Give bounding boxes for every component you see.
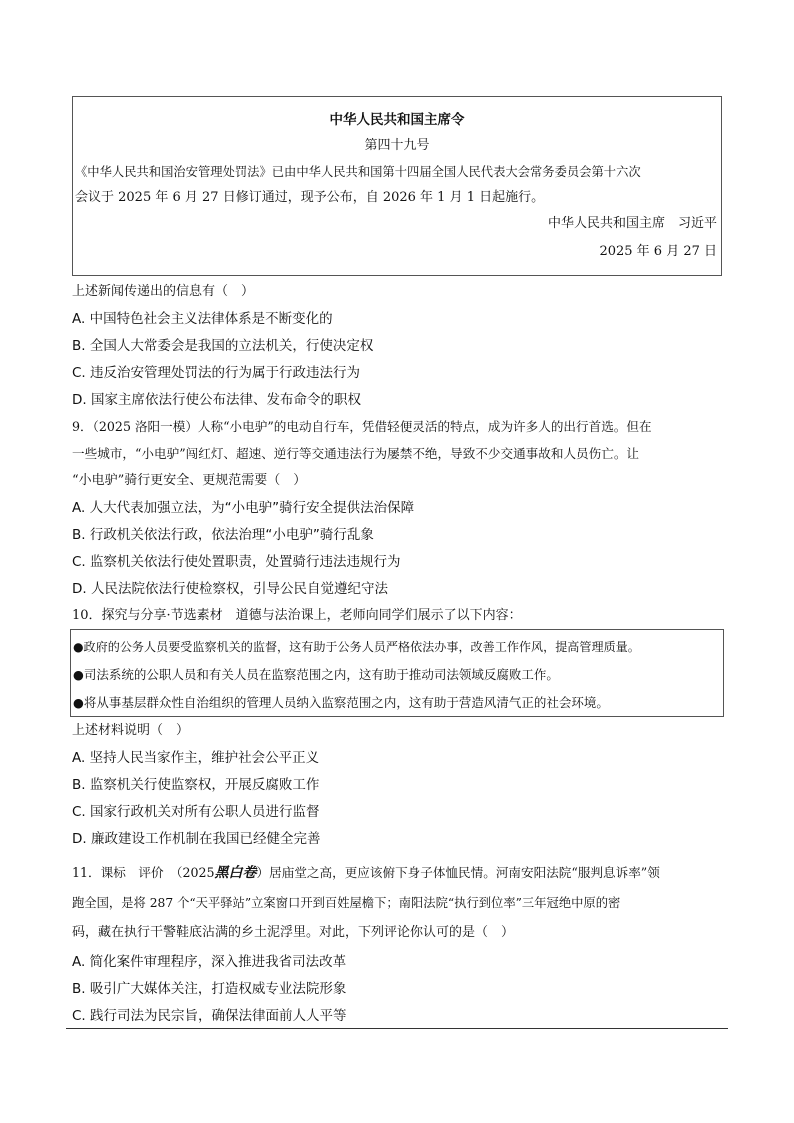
q10-bullet-1: ●政府的公务人员要受监察机关的监督，这有助于公务人员严格依法办事，改善工作作风，提高管理质量。 — [73, 640, 640, 654]
q9-line1: 9．（2025 洛阳一模）人称“小电驴”的电动自行车，凭借轻便灵活的特点，成为许多人的出行首选。但在 — [72, 419, 652, 434]
q9-option-a[interactable]: A. 人大代表加强立法，为“小电驴”骑行安全提供法治保障 — [72, 500, 415, 516]
decree-number: 第四十九号 — [364, 138, 430, 153]
q11-option-a[interactable]: A. 简化案件审理程序，深入推进我省司法改革 — [72, 954, 347, 970]
q10-bullet-2: ●司法系统的公职人员和有关人员在监察范围之内，这有助于推动司法领域反腐败工作。 — [73, 667, 559, 682]
decree-signature: 中华人民共和国主席 习近平 — [547, 216, 717, 231]
q9-option-c[interactable]: C. 监察机关依法行使处置职责，处置骑行违法违规行为 — [72, 554, 401, 570]
decree-title: 中华人民共和国主席令 — [329, 112, 465, 128]
decree-body-line1: 《中华人民共和国治安管理处罚法》已由中华人民共和国第十四届全国人民代表大会常务委员会第十六次 — [75, 165, 641, 179]
q10-option-d[interactable]: D. 廉政建设工作机制在我国已经健全完善 — [72, 831, 321, 847]
q8-option-c[interactable]: C. 违反治安管理处罚法的行为属于行政违法行为 — [72, 365, 361, 381]
decree-body-line2: 会议于 2025 年 6 月 27 日修订通过，现予公布，自 2026 年 1 月 1 日起施行。 — [75, 190, 545, 205]
decree-box — [72, 96, 722, 276]
q9-option-b[interactable]: B. 行政机关依法行政，依法治理“小电驴”骑行乱象 — [72, 527, 374, 543]
decree-date: 2025 年 6 月 27 日 — [599, 244, 717, 259]
q11-line1 — [72, 864, 660, 882]
q10-bullet-3: ●将从事基层群众性自治组织的管理人员纳入监察范围之内，这有助于营造风清气正的社会环境。 — [73, 695, 609, 710]
q11-prefix: 11．课标 评价 （2025 — [72, 865, 215, 880]
q11-option-b[interactable]: B. 吸引广大媒体关注，打造权威专业法院形象 — [72, 981, 347, 997]
q9-option-d[interactable]: D. 人民法院依法行使检察权，引导公民自觉遵纪守法 — [72, 581, 388, 597]
q11-brand-logo: 黑白卷 — [214, 865, 257, 881]
q10-line1: 10．探究与分享·节选素材 道德与法治课上，老师向同学们展示了以下内容： — [72, 608, 522, 623]
q9-line2: 一些城市，“小电驴”闯红灯、超速、逆行等交通违法行为屡禁不绝，导致不少交通事故和人员伤亡。让 — [72, 446, 640, 461]
q9-line3: “小电驴”骑行更安全、更规范需要（ ） — [72, 473, 307, 488]
q8-prompt: 上述新闻传递出的信息有（ ） — [72, 284, 255, 299]
q8-option-b[interactable]: B. 全国人大常委会是我国的立法机关，行使决定权 — [72, 338, 374, 354]
q10-prompt: 上述材料说明（ ） — [72, 723, 190, 738]
q10-option-b[interactable]: B. 监察机关行使监察权，开展反腐败工作 — [72, 777, 320, 793]
q10-material-box — [70, 629, 724, 717]
q10-option-a[interactable]: A. 坚持人民当家作主，维护社会公平正义 — [72, 750, 320, 766]
page-bottom-rule — [66, 1028, 728, 1029]
q11-option-c[interactable]: C. 践行司法为民宗旨，确保法律面前人人平等 — [72, 1008, 347, 1024]
q10-option-c[interactable]: C. 国家行政机关对所有公职人员进行监督 — [72, 804, 320, 820]
q11-line3: 码，藏在执行干警鞋底沾满的乡土泥浮里。对此，下列评论你认可的是（ ） — [72, 925, 515, 940]
q8-option-d[interactable]: D. 国家主席依法行使公布法律、发布命令的职权 — [72, 392, 361, 408]
q8-option-a[interactable]: A. 中国特色社会主义法律体系是不断变化的 — [72, 311, 333, 327]
q11-line1-rest: ）居庙堂之高，更应该俯下身子体恤民情。河南安阳法院“服判息诉率”领 — [256, 865, 660, 880]
q11-line2: 跑全国，是将 287 个“天平驿站”立案窗口开到百姓屋檐下；南阳法院“执行到位率”三年冠绝中原的密 — [72, 896, 621, 910]
